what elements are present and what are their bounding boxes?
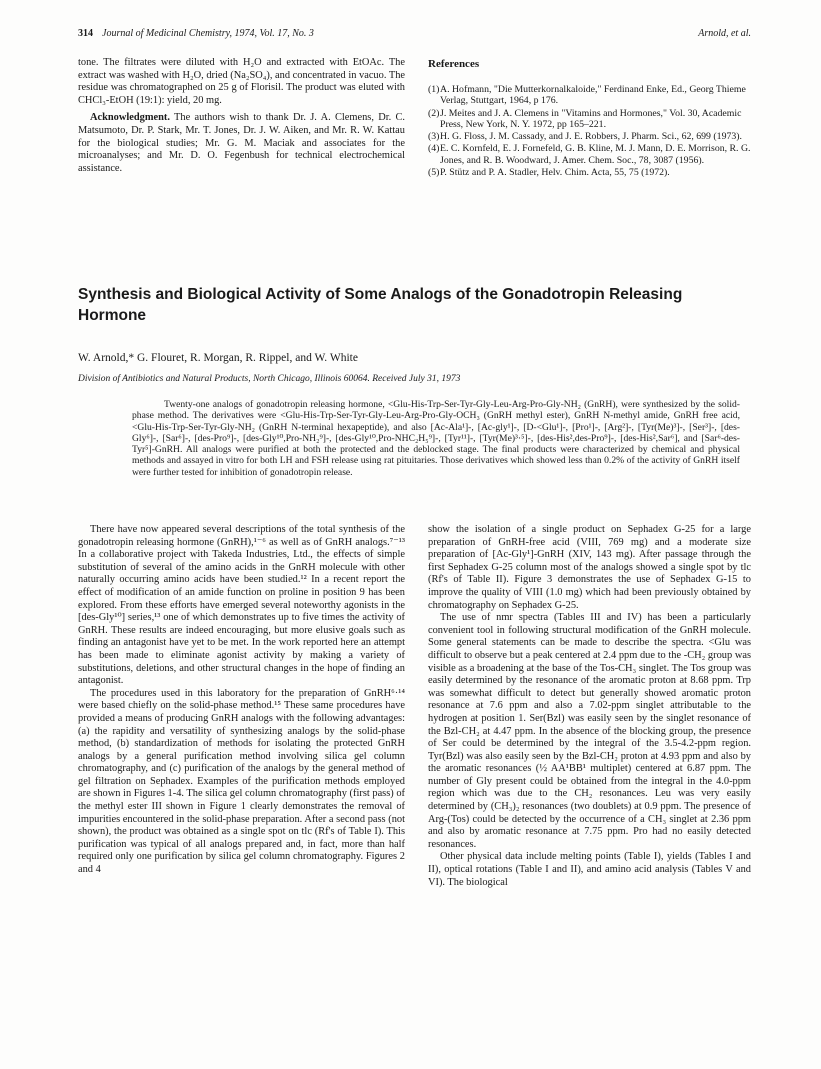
- reference-item: [428, 143, 751, 166]
- reference-item: [428, 167, 751, 178]
- article-abstract: Twenty-one analogs of gonadotropin releasing hormone, <Glu-His-Trp-Ser-Tyr-Gly-Leu-Arg-Pro-Gly-NH₂ (GnRH), were synthesized by the solid-phase method. The derivatives were <Glu-His-Trp-Ser-Tyr-Gly-Leu-Arg-Pro-Gly-OCH₃ (GnRH methyl ester), GnRH N-methyl amide, GnRH free acid, <Glu-His-Trp-Ser-Tyr-Gly-NH₂ (GnRH N-terminal hexapeptide), and also [Ac-Ala¹]-, [Ac-gly¹]-, [D-<Glu¹]-, [Pro¹]-, [Arg²]-, [Tyr(Me)³]-, [Ser³]-, [des-Gly⁶]-, [Sar⁶]-, [des-Pro⁹]-, [des-Gly¹⁰,Pro-NH₂⁹]-, [des-Gly¹⁰,Pro-NHC₂H₅⁹]-, [Tyr¹¹]-, [Tyr(Me)³·⁵]-, [des-His²,des-Pro⁹]-, [des-His²,Sar⁶], and [Sar⁶-des-Tyr⁵]-GnRH. All analogs were purified at both the protected and the deblocked stage. The final products were characterized by chemical and physical methods and assayed in vitro for both LH and FSH release using rat pituitaries. Those derivatives which showed less than 0.2% of the activity of GnRH itself were further tested for inhibition of gonadotropin release.: [132, 399, 740, 478]
- reference-item: [428, 131, 751, 142]
- running-author: Arnold, et al.: [698, 28, 751, 39]
- acknowledgment: [78, 112, 405, 175]
- page-number: 314: [78, 28, 93, 39]
- reference-text: A. Hofmann, "Die Mutterkornalkaloide," Ferdinand Enke, Ed., Georg Thieme Verlag, Stuttgart, 1964, p 176.: [440, 84, 746, 107]
- reference-item: [428, 84, 751, 107]
- reference-text: H. G. Floss, J. M. Cassady, and J. E. Robbers, J. Pharm. Sci., 62, 699 (1973).: [440, 131, 742, 143]
- acknowledgment-text: The authors wish to thank Dr. J. A. Clemens, Dr. C. Matsumoto, Dr. P. Stark, Mr. T. Jones, Dr. J. W. Aiken, and Mr. R. W. Kattau for the biological studies; Mr. G. M. Maciak and associates for the microanalyses; and Mr. D. O. Fegenbush for technical electrochemical assistance.: [78, 112, 405, 174]
- running-header: [78, 28, 751, 44]
- reference-text: E. C. Kornfeld, E. J. Fornefeld, G. B. Kline, M. J. Mann, D. E. Morrison, R. G. Jones, and R. B. Woodward, J. Amer. Chem. Soc., 78, 3087 (1956).: [440, 143, 751, 166]
- reference-number: (5): [428, 167, 440, 179]
- previous-article-text: tone. The filtrates were diluted with H₂O and extracted with EtOAc. The extract was washed with H₂O, dried (Na₂SO₄), and concentrated in vacuo. The residue was chromatographed on 25 g of Florisil. The product was eluted with CHCl₃-EtOH (19:1): yield, 20 mg.: [78, 57, 405, 106]
- reference-text: P. Stütz and P. A. Stadler, Helv. Chim. Acta, 55, 75 (1972).: [440, 167, 670, 179]
- body-paragraph: There have now appeared several descriptions of the total synthesis of the gonadotropin releasing hormone (GnRH),¹⁻⁶ as well as of GnRH analogs.⁷⁻¹³ In a collaborative project with Takeda Industries, Ltd., the effects of simple substitution of several of the amino acids in the GnRH molecule with other naturally occurring amino acids have been studied.¹² In a recent report the effect of modification of an amide function on proline in position 9 has been explored. From these efforts have emerged several noteworthy agonists in the [des-Gly¹⁰] series,¹³ one of which demonstrates up to five times the activity of GnRH. These results are indeed encouraging, but more elusive goals such as finding an antagonist have yet to be met. In the work reported here an attempt has been made to eliminate agonist activity by making a variety of substitutions, deletions, and other structural changes in the hope of finding an antagonist.: [78, 524, 405, 687]
- references-heading: References: [428, 58, 480, 70]
- body-paragraph: Other physical data include melting points (Table I), yields (Tables I and II), optical rotations (Table I and II), and amino acid analysis (Tables V and VI). The biological: [428, 851, 751, 888]
- reference-number: (2): [428, 107, 440, 119]
- reference-number: (4): [428, 143, 440, 155]
- article-affiliation: Division of Antibiotics and Natural Products, North Chicago, Illinois 60064. Received July 31, 1973: [78, 374, 461, 384]
- reference-number: (1): [428, 84, 440, 95]
- reference-text: J. Meites and J. A. Clemens in "Vitamins and Hormones," Vol. 30, Academic Press, New York, N. Y. 1972, pp 165–221.: [440, 107, 742, 130]
- acknowledgment-heading: Acknowledgment.: [90, 112, 170, 124]
- references-section: [428, 58, 751, 179]
- body-column-left: [78, 524, 405, 877]
- body-paragraph: The procedures used in this laboratory for the preparation of GnRH⁶·¹⁴ were based chiefly on the solid-phase method.¹⁵ These same procedures have provided a means of producing GnRH analogs with the following advantages: (a) the rapidity and versatility of synthesizing analogs by the solid-phase method, (b) standardization of methods for isolating the protected GnRH analogs by a general purification method involving silica gel column chromatography, and (c) purification of the analogs by the general method of gel filtration on Sephadex. Examples of the purification methods employed are shown in Figures 1-4. The silica gel column chromatography (first pass) of the methyl ester III shown in Figure 1 clearly demonstrates the removal of impurities encountered in the solid-phase preparation. After a second pass (not shown), the product was obtained as a single spot on tlc (Rf's of Table I). This purification was typical of all analogs prepared and, in fact, more than half required only one purification by silica gel column chromatography. Figures 2 and 4: [78, 687, 405, 876]
- article-title: Synthesis and Biological Activity of Some Analogs of the Gonadotropin Releasing Hormone: [78, 286, 683, 324]
- article-authors: W. Arnold,* G. Flouret, R. Morgan, R. Rippel, and W. White: [78, 352, 358, 364]
- body-paragraph: show the isolation of a single product on Sephadex G-25 for a large preparation of GnRH-free acid (VIII, 769 mg) and a moderate size preparation of [Ac-Gly¹]-GnRH (XIV, 143 mg). After passage through the first Sephadex G-25 column most of the analogs showed a single spot by tlc (Rf's of Table II). Figure 3 demonstrates the use of Sephadex G-15 to improve the quality of VIII (1.0 mg) which had been previously obtained by chromatography on Sephadex G-25.: [428, 524, 751, 611]
- reference-item: [428, 108, 751, 131]
- previous-article-end: [78, 57, 405, 175]
- reference-number: (3): [428, 131, 440, 143]
- journal-citation: Journal of Medicinal Chemistry, 1974, Vol. 17, No. 3: [102, 28, 314, 39]
- body-column-right: [428, 524, 751, 889]
- body-paragraph: The use of nmr spectra (Tables III and IV) has been a particularly convenient tool in following structural modification of the GnRH molecule. Some general statements can be made to describe the spectra. <Glu was difficult to observe but a peak centered at 2.4 ppm due to the -CH₂ group was visible as a broadening at the base of the Tos-CH₃ singlet. The Tos group was easily determined by the resonance of the aromatic proton at 8.68 ppm. Trp was somewhat difficult to detect but generally showed aromatic proton resonance at 7.6 ppm and also a 7.02-ppm singlet attributable to the hydrogen at position 1. Ser(Bzl) was easily seen by the singlet resonance of the Bzl-CH₂ at 4.47 ppm. In the absence of the blocking group, the presence of Ser could be determined by the integral of the 3.5-4.2-ppm region. Tyr(Bzl) was also easily seen by the Bzl-CH₂ proton at 4.93 ppm and also by the aromatic resonances (½ AA¹BB¹ multiplet) centered at 6.87 ppm. The number of Gly present could be obtained from the integral in the 4.0-ppm region which was due to the CH₂ resonances. Leu was very easily determined by (CH₃)₂ resonances (two doublets) at 0.9 ppm. The presence of Arg-(Tos) could be detected by the occurrence of a CH₃ singlet at 2.36 ppm and also by aromatic resonance at 7.75 ppm. Pro had no easily detected resonances.: [428, 612, 751, 850]
